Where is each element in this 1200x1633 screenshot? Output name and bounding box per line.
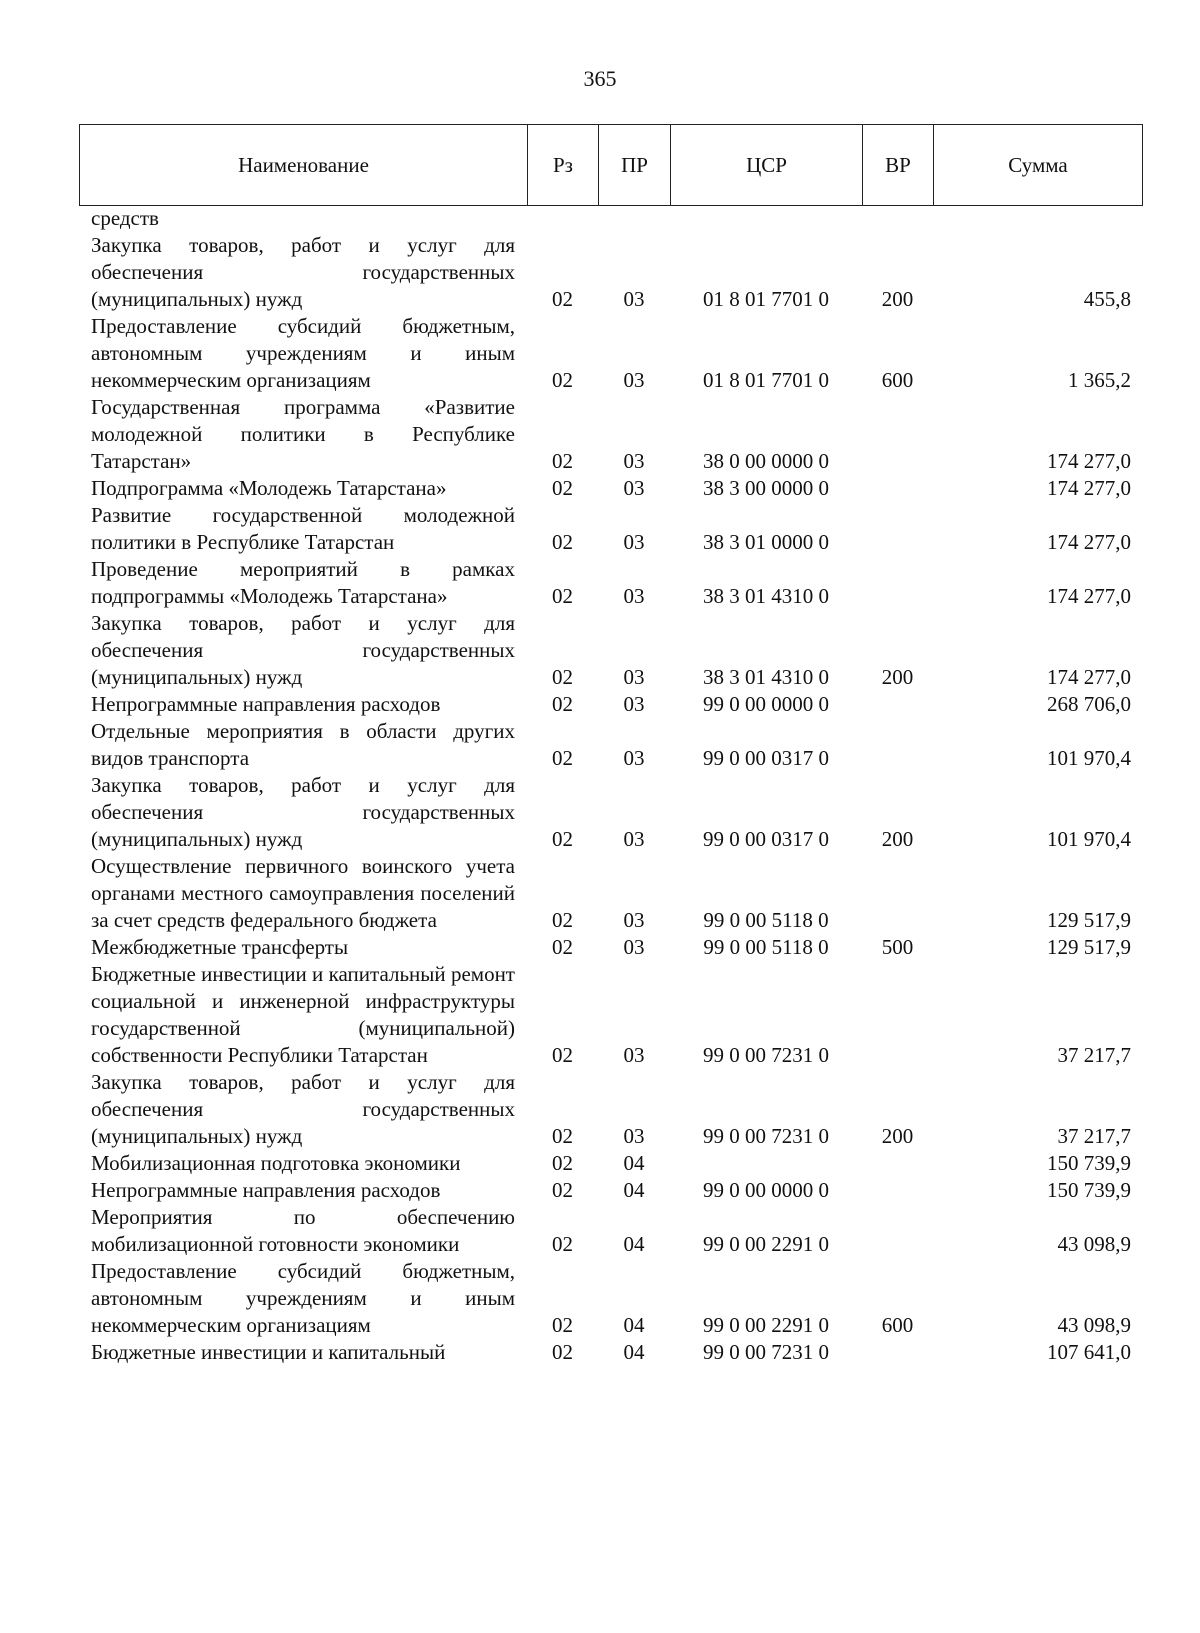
table-row [79,1258,1143,1339]
cell-pr: 03 [623,827,645,851]
cell-rz: 02 [552,1124,573,1148]
cell-pr: 03 [623,476,645,500]
table-header [79,124,1143,206]
cell-name: Проведение мероприятий в рамках подпрограммы «Молодежь Татарстана» [91,557,515,608]
cell-csr: 99 0 00 7231 0 [703,1124,829,1148]
cell-csr: 01 8 01 7701 0 [703,368,829,392]
cell-name: Мероприятия по обеспечению мобилизационной готовности экономики [91,1205,515,1256]
cell-pr: 04 [623,1340,645,1364]
cell-pr: 03 [623,368,645,392]
table-row [79,1150,1143,1177]
cell-sum: 174 277,0 [1047,530,1131,554]
cell-name: Закупка товаров, работ и услуг для обеспечения государственных (муниципальных) нужд [91,1070,515,1148]
cell-csr: 99 0 00 2291 0 [703,1313,829,1337]
column-header-rz: Рз [528,125,599,205]
cell-pr: 03 [623,1043,645,1067]
cell-sum: 37 217,7 [1057,1124,1131,1148]
cell-rz: 02 [552,935,573,959]
cell-name: Осуществление первичного воинского учета органами местного самоуправления поселений за счет средств федерального бюджета [91,854,515,932]
cell-sum: 174 277,0 [1047,584,1131,608]
column-header-sum: Сумма [1008,152,1068,177]
cell-sum: 107 641,0 [1047,1340,1131,1364]
cell-vr: 500 [881,935,914,959]
cell-rz: 02 [552,1151,573,1175]
table-row [79,232,1143,313]
cell-name: Непрограммные направления расходов [91,1178,441,1202]
cell-name: Мобилизационная подготовка экономики [91,1151,461,1175]
cell-pr: 03 [623,530,645,554]
table-row [79,1204,1143,1258]
cell-rz: 02 [552,287,573,311]
table-row [79,718,1143,772]
cell-sum: 37 217,7 [1057,1043,1131,1067]
cell-name: Закупка товаров, работ и услуг для обеспечения государственных (муниципальных) нужд [91,611,515,689]
cell-rz: 02 [552,1313,573,1337]
table-row [79,1177,1143,1204]
cell-rz: 02 [552,746,573,770]
table-row [79,556,1143,610]
cell-csr: 99 0 00 0317 0 [703,746,829,770]
cell-name: Развитие государственной молодежной политики в Республике Татарстан [91,503,515,554]
cell-sum: 268 706,0 [1047,692,1131,716]
cell-sum: 174 277,0 [1047,665,1131,689]
cell-sum: 150 739,9 [1047,1178,1131,1202]
cell-rz: 02 [552,827,573,851]
cell-name: Подпрограмма «Молодежь Татарстана» [91,476,447,500]
cell-pr: 03 [623,746,645,770]
cell-name: Предоставление субсидий бюджетным, автономным учреждениям и иным некоммерческим организациям [91,1259,515,1337]
table-row [79,1069,1143,1150]
cell-sum: 101 970,4 [1047,746,1131,770]
page-number: 365 [583,66,617,91]
cell-sum: 101 970,4 [1047,827,1131,851]
cell-name: Бюджетные инвестиции и капитальный ремонт социальной и инженерной инфраструктуры государственной (муниципальной) собственности Республики Татарстан [91,962,515,1067]
table-row [79,853,1143,934]
cell-name: Непрограммные направления расходов [91,692,441,716]
table-row [79,934,1143,961]
cell-csr: 99 0 00 2291 0 [703,1232,829,1256]
cell-rz: 02 [552,1340,573,1364]
cell-csr: 99 0 00 0317 0 [703,827,829,851]
cell-pr: 04 [623,1313,645,1337]
cell-rz: 02 [552,1178,573,1202]
column-header-name: Наименование [80,125,528,205]
cell-csr: 99 0 00 0000 0 [703,692,829,716]
cell-pr: 03 [623,584,645,608]
cell-name: Предоставление субсидий бюджетным, автономным учреждениям и иным некоммерческим организациям [91,314,515,392]
cell-vr: 200 [881,1124,914,1148]
table-body [79,205,1143,1366]
cell-sum: 43 098,9 [1057,1232,1131,1256]
cell-rz: 02 [552,908,573,932]
cell-pr: 03 [623,935,645,959]
cell-rz: 02 [552,692,573,716]
cell-sum: 150 739,9 [1047,1151,1131,1175]
cell-sum: 129 517,9 [1047,908,1131,932]
cell-vr: 200 [881,827,914,851]
cell-pr: 03 [623,665,645,689]
cell-name: Закупка товаров, работ и услуг для обеспечения государственных (муниципальных) нужд [91,233,515,311]
cell-rz: 02 [552,1043,573,1067]
column-header-csr: ЦСР [671,125,863,205]
cell-csr: 38 3 01 0000 0 [703,530,829,554]
table-row [79,691,1143,718]
cell-csr: 38 0 00 0000 0 [703,449,829,473]
cell-sum: 129 517,9 [1047,935,1131,959]
cell-rz: 02 [552,530,573,554]
cell-sum: 455,8 [1083,287,1131,311]
cell-csr: 38 3 01 4310 0 [703,584,829,608]
cell-csr: 99 0 00 7231 0 [703,1043,829,1067]
cell-rz: 02 [552,1232,573,1256]
cell-name: средств [91,206,159,230]
cell-csr: 99 0 00 5118 0 [703,935,829,959]
cell-name: Отдельные мероприятия в области других видов транспорта [91,719,515,770]
column-header-pr: ПР [599,125,671,205]
cell-pr: 03 [623,908,645,932]
cell-csr: 38 3 01 4310 0 [703,665,829,689]
cell-csr: 01 8 01 7701 0 [703,287,829,311]
table-row [79,502,1143,556]
cell-vr: 200 [881,287,914,311]
cell-name: Межбюджетные трансферты [91,935,349,959]
table-row [79,313,1143,394]
cell-vr: 600 [881,1313,914,1337]
table-row [79,1339,1143,1366]
table-row [79,394,1143,475]
cell-rz: 02 [552,584,573,608]
cell-pr: 03 [623,1124,645,1148]
table-row [79,772,1143,853]
cell-sum: 1 365,2 [1068,368,1131,392]
table-row [79,610,1143,691]
cell-pr: 03 [623,449,645,473]
cell-rz: 02 [552,665,573,689]
cell-rz: 02 [552,476,573,500]
cell-sum: 174 277,0 [1047,476,1131,500]
cell-csr: 99 0 00 0000 0 [703,1178,829,1202]
cell-pr: 04 [623,1178,645,1202]
cell-sum: 174 277,0 [1047,449,1131,473]
cell-rz: 02 [552,368,573,392]
table-row [79,205,1143,232]
cell-name: Государственная программа «Развитие молодежной политики в Республике Татарстан» [91,395,515,473]
cell-name: Закупка товаров, работ и услуг для обеспечения государственных (муниципальных) нужд [91,773,515,851]
cell-csr: 99 0 00 5118 0 [703,908,829,932]
cell-pr: 03 [623,692,645,716]
table-row [79,961,1143,1069]
cell-pr: 04 [623,1232,645,1256]
cell-csr: 99 0 00 7231 0 [703,1340,829,1364]
column-header-vr: ВР [863,125,934,205]
cell-csr: 38 3 00 0000 0 [703,476,829,500]
table-row [79,475,1143,502]
cell-name: Бюджетные инвестиции и капитальный [91,1340,446,1364]
cell-vr: 200 [881,665,914,689]
cell-rz: 02 [552,449,573,473]
cell-pr: 04 [623,1151,645,1175]
cell-pr: 03 [623,287,645,311]
cell-sum: 43 098,9 [1057,1313,1131,1337]
cell-vr: 600 [881,368,914,392]
